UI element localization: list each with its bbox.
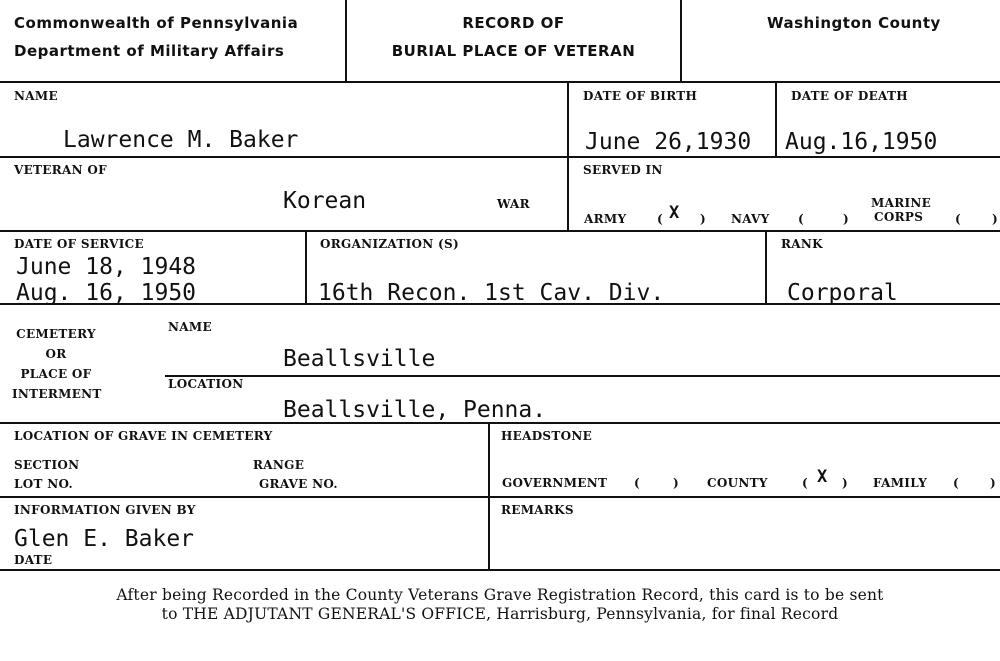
marine-label: MARINE [871,196,932,210]
county-checkmark: X [817,467,828,487]
information-given-by-label: INFORMATION GIVEN BY [14,503,196,517]
army-checkmark: X [669,203,680,223]
rule [0,496,1000,498]
date-of-birth-value: June 26,1930 [585,129,752,155]
government-label: GOVERNMENT [502,476,608,490]
organization-value: 16th Recon. 1st Cav. Div. [318,280,665,306]
form-title-line-1: RECORD OF [462,14,565,32]
rule [0,81,1000,83]
county-name: Washington County [767,14,941,32]
veteran-name: Lawrence M. Baker [63,127,299,153]
navy-paren-open: ( [798,212,804,226]
navy-paren-close: ) [843,212,849,226]
date-of-service-label: DATE OF SERVICE [14,237,144,251]
corps-label: CORPS [874,210,924,224]
county-paren-close: ) [842,476,848,490]
organization-label: ORGANIZATION (S) [320,237,459,251]
marine-paren-open: ( [955,212,961,226]
grave-number-label: GRAVE NO. [259,477,338,491]
cemetery-location-value: Beallsville, Penna. [283,397,547,423]
army-paren-open: ( [657,212,663,226]
county-option-label: COUNTY [707,476,768,490]
rank-label: RANK [781,237,823,251]
cemetery-name-value: Beallsville [283,346,436,372]
service-start-date: June 18, 1948 [16,254,197,280]
rule [680,0,682,82]
date-label: DATE [14,553,53,567]
interment-label: INTERMENT [12,387,102,401]
footer-instruction-line-2: to THE ADJUTANT GENERAL'S OFFICE, Harrisburg, Pennsylvania, for final Record [161,605,839,623]
rule [345,0,347,82]
rule [165,375,1000,377]
rule [305,232,307,304]
family-paren-open: ( [953,476,959,490]
family-label: FAMILY [873,476,928,490]
grave-location-label: LOCATION OF GRAVE IN CEMETERY [14,429,273,443]
cemetery-label: CEMETERY [16,327,96,341]
remarks-label: REMARKS [501,503,574,517]
cemetery-location-label: LOCATION [168,377,244,391]
cemetery-name-label: NAME [168,320,212,334]
section-label: SECTION [14,458,80,472]
rule [0,230,1000,232]
range-label: RANGE [253,458,305,472]
date-of-death-value: Aug.16,1950 [785,129,938,155]
rule [0,569,1000,571]
veteran-of-label: VETERAN OF [14,163,107,177]
navy-label: NAVY [731,212,770,226]
service-end-date: Aug. 16, 1950 [16,280,197,306]
rule [0,156,1000,158]
place-of-label: PLACE OF [20,367,92,381]
army-paren-close: ) [700,212,706,226]
informant-name: Glen E. Baker [14,526,195,552]
rule [765,232,767,304]
war-value: Korean [283,188,367,214]
county-paren-open: ( [802,476,808,490]
department-line-1: Commonwealth of Pennsylvania [14,14,299,32]
lot-number-label: LOT NO. [14,477,73,491]
family-paren-close: ) [990,476,996,490]
war-label: WAR [497,197,530,211]
headstone-label: HEADSTONE [501,429,593,443]
date-of-birth-label: DATE OF BIRTH [583,89,698,103]
cemetery-or-label: OR [45,347,67,361]
army-label: ARMY [584,212,627,226]
department-line-2: Department of Military Affairs [14,42,285,60]
footer-instruction-line-1: After being Recorded in the County Veterans Grave Registration Record, this card is to be sent [116,586,884,604]
rank-value: Corporal [787,280,898,306]
form-title-line-2: BURIAL PLACE OF VETERAN [391,42,636,60]
served-in-label: SERVED IN [583,163,663,177]
marine-paren-close: ) [992,212,998,226]
name-label: NAME [14,89,58,103]
government-paren-close: ) [673,476,679,490]
date-of-death-label: DATE OF DEATH [791,89,908,103]
government-paren-open: ( [634,476,640,490]
